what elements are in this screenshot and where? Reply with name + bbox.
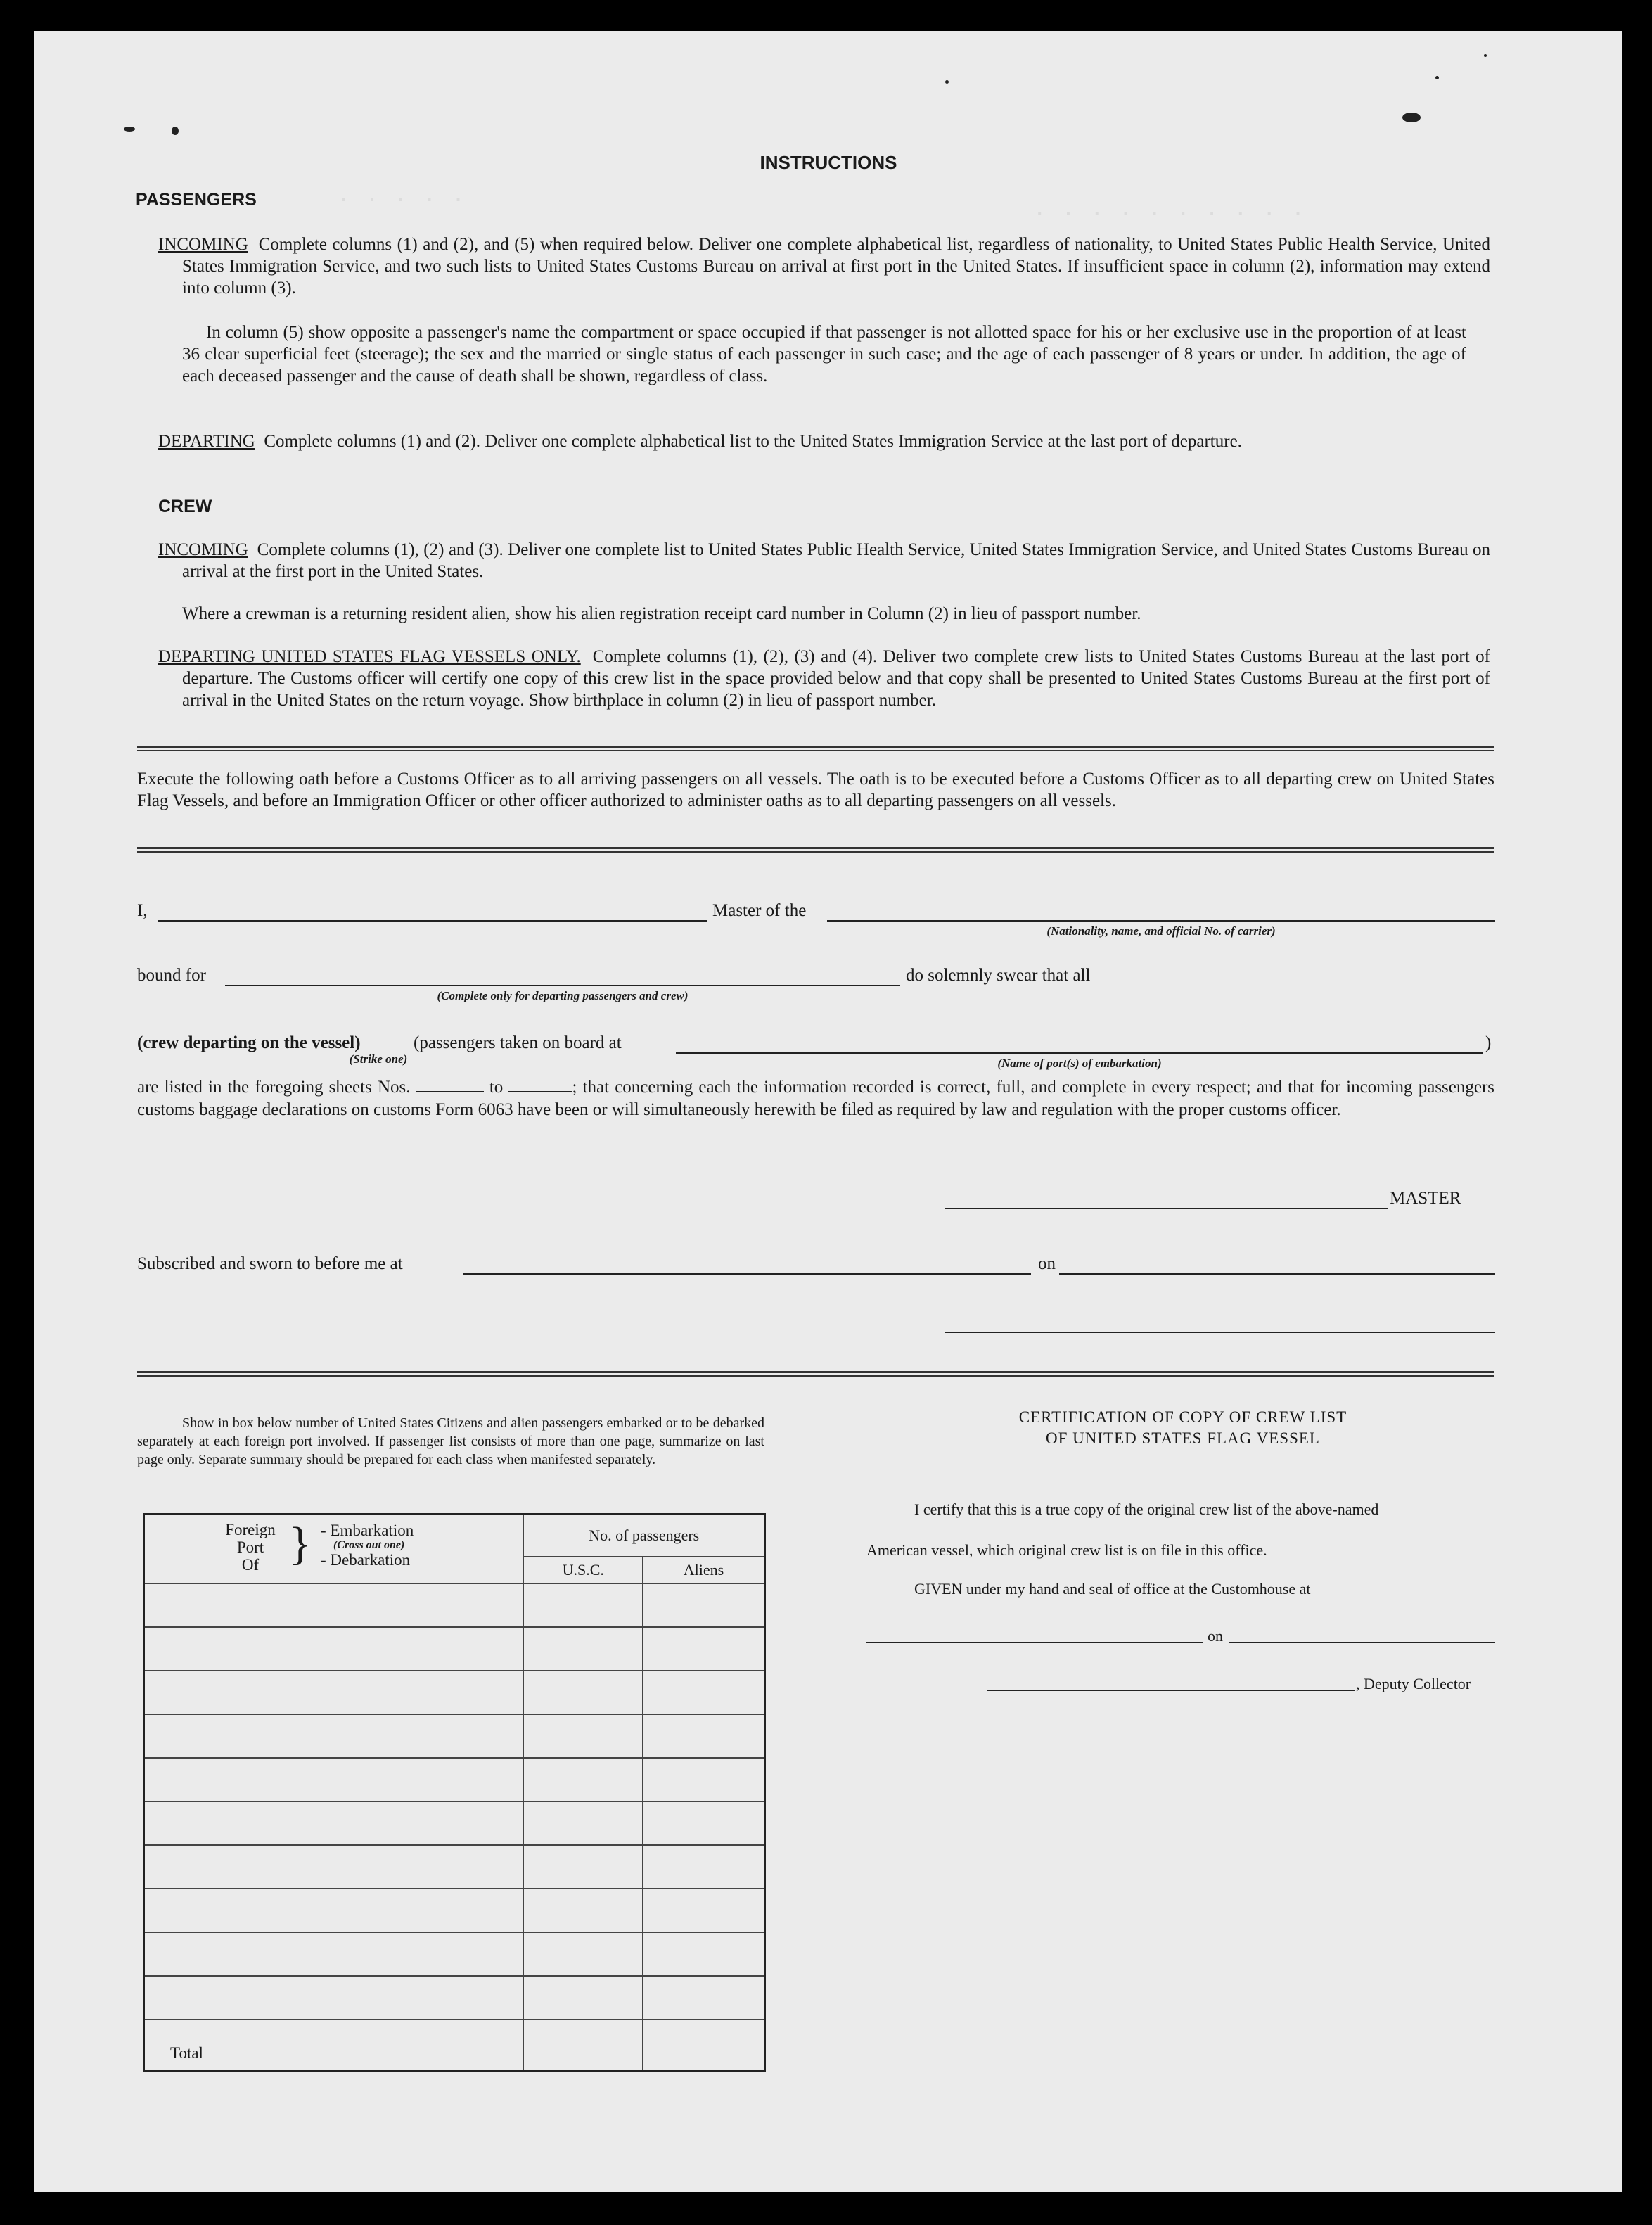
crew-incoming-label: INCOMING [158, 540, 248, 559]
certification-title-line1: CERTIFICATION OF COPY OF CREW LIST [1018, 1408, 1347, 1426]
usc-cell[interactable] [523, 1714, 643, 1758]
master-signature-field[interactable] [945, 1208, 1388, 1209]
certify-line1: I certify that this is a true copy of the original crew list of the above-named [914, 1500, 1379, 1518]
sworn-date-field[interactable] [1059, 1273, 1495, 1275]
port-cell[interactable] [144, 1889, 524, 1932]
aliens-cell[interactable] [643, 1932, 765, 1976]
passengers-departing-label: DEPARTING [158, 432, 255, 451]
sworn-place-field[interactable] [463, 1273, 1031, 1275]
crew-departing-option[interactable]: (crew departing on the vessel) [137, 1033, 361, 1052]
listed-start: are listed in the foregoing sheets Nos. [137, 1078, 411, 1097]
sheet-from-field[interactable] [416, 1077, 484, 1092]
port-cell[interactable] [144, 1802, 524, 1845]
usc-cell[interactable] [523, 1627, 643, 1671]
certification-date-field[interactable] [1229, 1642, 1495, 1643]
ink-speck [1484, 54, 1487, 57]
bound-for-field[interactable] [225, 985, 900, 986]
bound-for-label: bound for [137, 966, 206, 985]
ink-speck [124, 127, 135, 132]
master-name-field[interactable] [158, 920, 707, 922]
port-label: Port [236, 1538, 264, 1556]
crew-incoming-paragraph [158, 539, 1490, 582]
bound-for-caption: (Complete only for departing passengers and crew) [437, 989, 689, 1002]
listed-text: ; that concerning each the information recorded is correct, full, and complete in every respect; and that for incoming passengers customs baggage declarations on customs Form 6063 have been or will simultaneously herewith be filed as required by law and regulation with the proper customs officer. [137, 1078, 1495, 1119]
aliens-cell[interactable] [643, 1889, 765, 1932]
carrier-field[interactable] [827, 920, 1495, 922]
deputy-collector-label: , Deputy Collector [1356, 1675, 1471, 1692]
aliens-cell[interactable] [643, 1802, 765, 1845]
ink-speck [172, 127, 179, 135]
aliens-header: Aliens [643, 1557, 765, 1583]
port-cell[interactable] [144, 1583, 524, 1627]
usc-cell[interactable] [523, 1583, 643, 1627]
passengers-departing-text: Complete columns (1) and (2). Deliver one complete alphabetical list to the United States Immigration Service at the last port of departure. [264, 432, 1242, 451]
carrier-caption: (Nationality, name, and official No. of carrier) [1046, 924, 1276, 938]
crew-departing-label: DEPARTING UNITED STATES FLAG VESSELS ONLY. [158, 647, 581, 666]
oath-instruction: Execute the following oath before a Customs Officer as to all arriving passengers on all vessels. The oath is to be executed before a Customs Officer as to all departing crew on United States Flag Vessels, and before an Immigration Officer or other officer authorized to administer oaths as to all departing passengers on all vessels. [137, 770, 1494, 810]
certification-on-label: on [1208, 1627, 1223, 1645]
usc-cell[interactable] [523, 1758, 643, 1802]
usc-cell[interactable] [523, 1671, 643, 1714]
usc-cell[interactable] [523, 1889, 643, 1932]
of-label: Of [241, 1556, 260, 1574]
certify-line2: American vessel, which original crew list is on file in this office. [866, 1541, 1267, 1559]
port-cell[interactable] [144, 1758, 524, 1802]
brace-icon: } [289, 1518, 312, 1569]
close-paren: ) [1485, 1033, 1492, 1052]
strike-caption: (Strike one) [349, 1052, 408, 1066]
aliens-cell[interactable] [643, 1976, 765, 2020]
usc-cell[interactable] [523, 1976, 643, 2020]
port-cell[interactable] [144, 1845, 524, 1889]
aliens-cell[interactable] [643, 1671, 765, 1714]
crew-departing-text: Complete columns (1), (2), (3) and (4). Deliver two complete crew lists to United States Customs Bureau at the last port of departure. The Customs officer will certify one copy of this crew list in the space provided below and that copy shall be presented to United States Customs Bureau at the first port of arrival in the United States on the return voyage. Show birthplace in column (2) in lieu of passport number. [182, 647, 1490, 710]
ink-speck [1402, 113, 1421, 122]
deputy-signature-field[interactable] [987, 1690, 1355, 1691]
aliens-cell[interactable] [643, 1627, 765, 1671]
passengers-incoming-text: Complete columns (1) and (2), and (5) when required below. Deliver one complete alphabetical list, regardless of nationality, to United States Public Health Service, United States Immigration Service, and two such lists to United States Customs Bureau on arrival at first port in the United States. If insufficient space in column (2), information may extend into column (3). [182, 235, 1491, 298]
section-divider [137, 1371, 1494, 1377]
total-label: Total [144, 2020, 524, 2071]
usc-total-cell[interactable] [523, 2020, 643, 2071]
port-cell[interactable] [144, 1932, 524, 1976]
usc-cell[interactable] [523, 1802, 643, 1845]
port-cell[interactable] [144, 1976, 524, 2020]
passengers-column5-paragraph: In column (5) show opposite a passenger's name the compartment or space occupied if that passenger is not allotted space for his or her exclusive use in the proportion of at least 36 clear superficial feet (steerage); the sex and the married or single status of each passenger in such case; and the age of each passenger of 8 years or under. In addition, the age of each deceased passenger and the cause of death shall be shown, regardless of class. [182, 323, 1466, 385]
bleed-through: . . . . . [336, 182, 466, 209]
crew-heading: CREW [158, 497, 212, 516]
aliens-total-cell[interactable] [643, 2020, 765, 2071]
crew-incoming-text: Complete columns (1), (2) and (3). Deliver one complete list to United States Public Health Service, United States Immigration Service, and United States Customs Bureau on arrival at the first port in the United States. [182, 540, 1490, 581]
debarkation-option[interactable]: - Debarkation [321, 1551, 411, 1569]
ink-speck [1435, 76, 1439, 79]
document-page [34, 31, 1622, 2192]
passenger-summary-table [143, 1513, 766, 2072]
oath-i-label: I, [137, 901, 148, 920]
oath-listed-paragraph [137, 1076, 1494, 1121]
given-line: GIVEN under my hand and seal of office at the Customhouse at [914, 1580, 1311, 1598]
foreign-label: Foreign [225, 1521, 276, 1538]
master-of-label: Master of the [712, 901, 807, 920]
no-passengers-header: No. of passengers [523, 1515, 764, 1557]
section-divider [137, 847, 1494, 853]
crew-departing-paragraph [158, 646, 1490, 711]
usc-cell[interactable] [523, 1845, 643, 1889]
customhouse-field[interactable] [866, 1642, 1203, 1643]
ink-speck [945, 80, 949, 84]
passengers-heading: PASSENGERS [136, 190, 257, 210]
bleed-through: . . . . . . . . . . [1032, 196, 1305, 223]
certification-title [866, 1407, 1499, 1449]
passengers-incoming-label: INCOMING [158, 235, 248, 254]
embarkation-port-field[interactable] [676, 1052, 1483, 1054]
cross-out-caption: (Cross out one) [333, 1539, 405, 1551]
master-label: MASTER [1390, 1189, 1461, 1208]
aliens-cell[interactable] [643, 1714, 765, 1758]
embarkation-option[interactable]: - Embarkation [321, 1522, 414, 1539]
foreign-port-header [144, 1515, 524, 1583]
aliens-cell[interactable] [643, 1758, 765, 1802]
crew-resident-paragraph: Where a crewman is a returning resident alien, show his alien registration receipt card number in Column (2) in lieu of passport number. [182, 604, 1141, 623]
sworn-on-label: on [1038, 1254, 1056, 1273]
passengers-departing-paragraph [158, 431, 1490, 452]
usc-cell[interactable] [523, 1932, 643, 1976]
aliens-cell[interactable] [643, 1845, 765, 1889]
port-cell[interactable] [144, 1627, 524, 1671]
port-caption: (Name of port(s) of embarkation) [997, 1057, 1162, 1070]
usc-header: U.S.C. [523, 1557, 643, 1583]
port-cell[interactable] [144, 1714, 524, 1758]
summary-instruction: Show in box below number of United States Citizens and alien passengers embarked or to be debarked separately at each foreign port involved. If passenger list consists of more than one page, summarize on last page only. Separate summary should be prepared for each class when manifested separately. [137, 1415, 764, 1467]
aliens-cell[interactable] [643, 1583, 765, 1627]
certification-title-line2: OF UNITED STATES FLAG VESSEL [1046, 1429, 1320, 1447]
listed-to: to [489, 1078, 504, 1097]
officer-signature-field[interactable] [945, 1332, 1495, 1333]
section-divider [137, 746, 1494, 751]
page-title: INSTRUCTIONS [760, 152, 897, 173]
passengers-taken-option[interactable]: (passengers taken on board at [414, 1033, 622, 1052]
swear-label: do solemnly swear that all [906, 966, 1091, 985]
subscribed-label: Subscribed and sworn to before me at [137, 1254, 403, 1273]
port-cell[interactable] [144, 1671, 524, 1714]
sheet-to-field[interactable] [508, 1077, 572, 1092]
passengers-incoming-paragraph [158, 234, 1490, 299]
